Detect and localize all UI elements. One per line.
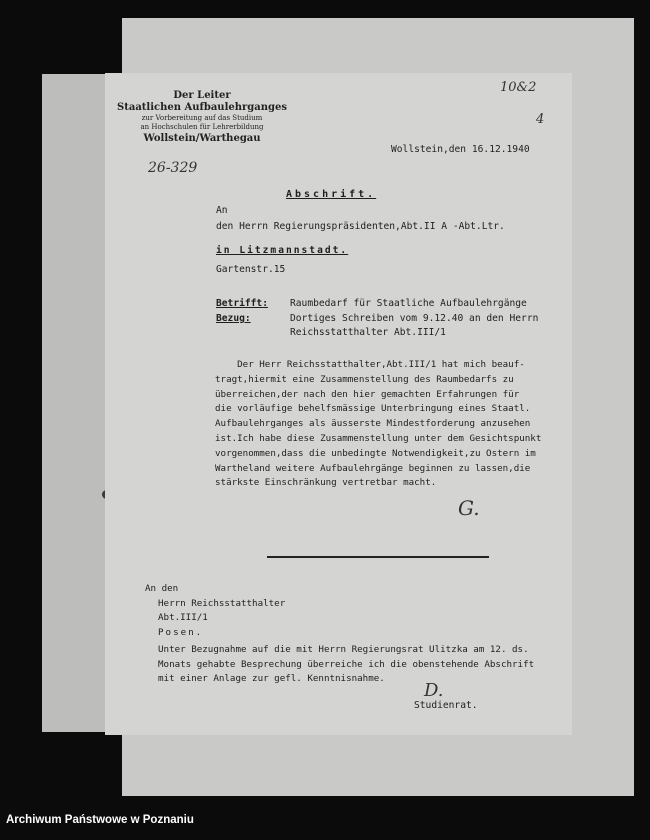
body-line: stärkste Einschränkung vertretbar macht. [215,477,437,489]
reference-text: Reichsstatthalter Abt.III/1 [290,327,446,338]
archive-number: 10&2 [500,80,537,95]
bottom-address-line: Posen. [158,626,204,638]
body-line: Aufbaulehrganges als äusserste Mindestforderung anzusehen [215,418,531,430]
subject-label: Betrifft: [216,298,268,309]
bottom-text-line: mit einer Anlage zur gefl. Kenntnisnahme. [158,673,385,685]
body-line: Wartheland weitere Aufbaulehrgänge beginnen zu lassen,die [215,462,531,474]
date-line: Wollstein,den 16.12.1940 [391,144,530,155]
body-line: tragt,hiermit eine Zusammenstellung des Raumbedarfs zu [215,373,514,385]
body-line: vorgenommen,dass die unbedingte Notwendigkeit,zu Ostern im [215,447,536,459]
body-line: überreichen,der nach den hier gemachten Erfahrungen für [215,388,520,400]
bottom-address-line: Herrn Reichsstatthalter [158,597,286,609]
bottom-address-line: Abt.III/1 [158,612,208,624]
handwritten-signature-mark: G. [458,496,480,520]
body-line: Der Herr Reichsstatthalter,Abt.III/1 hat mich beauf- [215,359,525,370]
recipient-city: in Litzmannstadt. [216,245,349,256]
subject-text: Raumbedarf für Staatliche Aufbaulehrgänge [290,298,527,309]
letterhead-line: an Hochschulen für Lehrerbildung [140,123,264,131]
bottom-text-line: Monats gehabte Besprechung überreiche ich die obenstehende Abschrift [158,658,535,670]
body-line: ist.Ich habe diese Zusammenstellung unter dem Gesichtspunkt [215,432,542,444]
signature-title: Studienrat. [414,700,478,711]
reference-number: 26-329 [148,160,198,176]
letterhead-line: zur Vorbereitung auf das Studium [141,114,263,122]
letterhead-line: Wollstein/Warthegau [143,133,261,144]
letterhead-line: Staatlichen Aufbaulehrganges [117,102,287,113]
document-heading: Abschrift. [286,189,377,200]
separator-line [267,556,489,558]
letter-body [215,358,541,491]
recipient-line: den Herrn Regierungspräsidenten,Abt.II A -Abt.Ltr. [216,221,505,232]
bottom-address-line: An den [145,583,179,594]
recipient-street: Gartenstr.15 [216,264,286,275]
handwritten-signature: D. [424,680,444,701]
bottom-text-line: Unter Bezugnahme auf die mit Herrn Regierungsrat Ulitzka am 12. ds. [158,644,529,655]
letterhead [117,90,287,145]
address-an: An [216,205,228,216]
archive-footer: Archiwum Państwowe w Poznaniu [6,814,194,826]
reference-label: Bezug: [216,313,251,324]
bottom-text [158,643,534,687]
body-line: die vorläufige behelfsmässige Unterbringung eines Staatl. [215,403,531,415]
page-mark: 4 [536,112,545,127]
letterhead-line: Der Leiter [173,90,231,101]
reference-text: Dortiges Schreiben vom 9.12.40 an den Herrn [290,313,539,324]
bottom-address [145,582,285,640]
